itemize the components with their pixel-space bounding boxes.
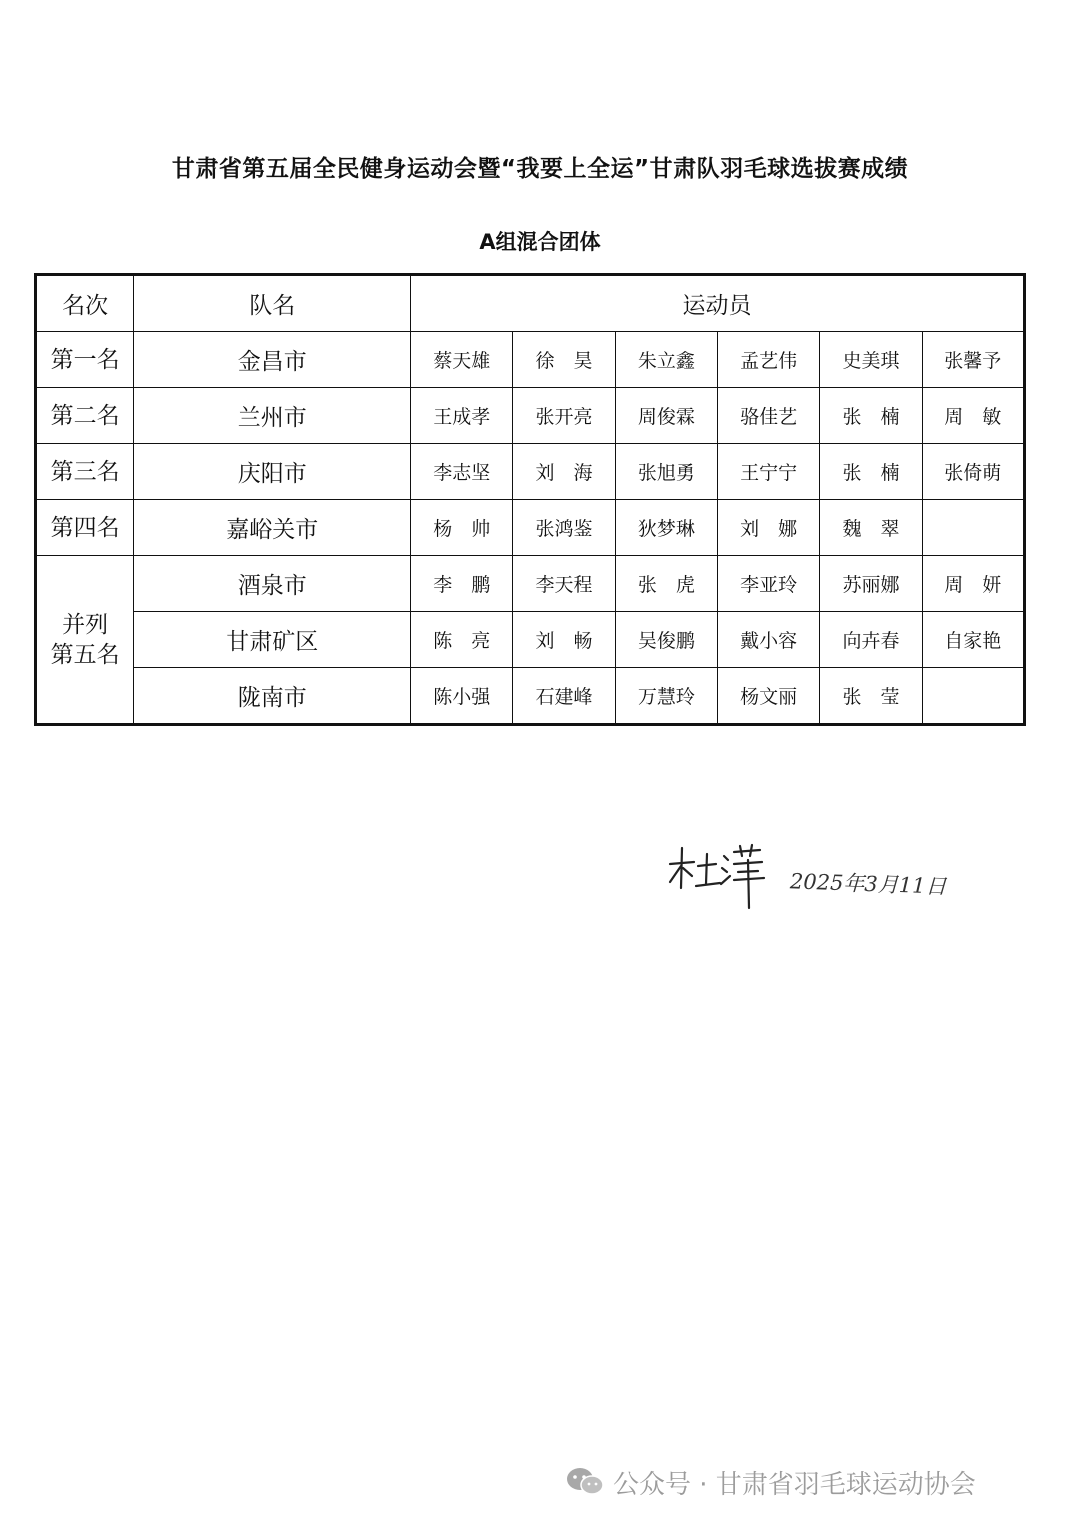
athlete-cell: 魏 翠 (820, 500, 922, 556)
athlete-cell: 张旭勇 (615, 444, 717, 500)
athlete-cell: 周 妍 (922, 556, 1024, 612)
rank-cell: 第一名 (36, 332, 134, 388)
athlete-cell: 自家艳 (922, 612, 1024, 668)
athlete-cell: 张 莹 (820, 668, 922, 725)
athlete-cell: 杨文丽 (718, 668, 820, 725)
team-cell: 甘肃矿区 (134, 612, 411, 668)
document-title: 甘肃省第五届全民健身运动会暨“我要上全运”甘肃队羽毛球选拔赛成绩 (171, 156, 909, 182)
watermark-text: 公众号 · 甘肃省羽毛球运动协会 (613, 1469, 976, 1500)
athlete-cell: 万慧玲 (615, 668, 717, 725)
athlete-cell: 张倚萌 (922, 444, 1024, 500)
athlete-cell: 骆佳艺 (718, 388, 820, 444)
athlete-cell: 张馨予 (922, 332, 1024, 388)
table-header-row (36, 275, 1025, 332)
athlete-cell: 周 敏 (922, 388, 1024, 444)
athlete-cell: 张开亮 (513, 388, 615, 444)
document-subtitle: A组混合团体 (479, 230, 601, 254)
wechat-icon (565, 1466, 605, 1498)
athlete-cell: 李亚玲 (718, 556, 820, 612)
athlete-cell: 史美琪 (820, 332, 922, 388)
handwritten-signature (664, 842, 774, 912)
athlete-cell: 刘 娜 (718, 500, 820, 556)
athlete-cell: 刘 畅 (513, 612, 615, 668)
team-cell: 金昌市 (134, 332, 411, 388)
athlete-cell: 李天程 (513, 556, 615, 612)
athlete-cell: 吴俊鹏 (615, 612, 717, 668)
team-cell: 嘉峪关市 (134, 500, 411, 556)
athlete-cell: 周俊霖 (615, 388, 717, 444)
athlete-cell (922, 668, 1024, 725)
header-team: 队名 (134, 275, 411, 332)
team-cell: 酒泉市 (134, 556, 411, 612)
signature-date: 2025年3月11日 (789, 869, 947, 899)
athlete-cell: 李志坚 (411, 444, 513, 500)
athlete-cell: 杨 帅 (411, 500, 513, 556)
team-cell: 庆阳市 (134, 444, 411, 500)
athlete-cell: 向卉春 (820, 612, 922, 668)
header-athletes: 运动员 (411, 275, 1025, 332)
athlete-cell: 王宁宁 (718, 444, 820, 500)
table-row (36, 332, 1025, 388)
rank-tied-line-2: 第五名 (50, 641, 120, 668)
table-row (36, 444, 1025, 500)
table-row (36, 500, 1025, 556)
watermark (565, 1460, 976, 1504)
team-cell: 陇南市 (134, 668, 411, 725)
athlete-cell: 石建峰 (513, 668, 615, 725)
results-table (34, 273, 1026, 726)
athlete-cell: 陈 亮 (411, 612, 513, 668)
table-row (36, 668, 1025, 725)
rank-cell: 第四名 (36, 500, 134, 556)
athlete-cell: 狄梦琳 (615, 500, 717, 556)
table-row (36, 612, 1025, 668)
athlete-cell: 戴小容 (718, 612, 820, 668)
athlete-cell: 李 鹏 (411, 556, 513, 612)
athlete-cell: 张 楠 (820, 388, 922, 444)
header-rank: 名次 (36, 275, 134, 332)
table-row (36, 556, 1025, 612)
rank-cell: 第三名 (36, 444, 134, 500)
athlete-cell (922, 500, 1024, 556)
table-row (36, 388, 1025, 444)
rank-cell-tied-fifth (36, 556, 134, 725)
team-cell: 兰州市 (134, 388, 411, 444)
athlete-cell: 张鸿鉴 (513, 500, 615, 556)
athlete-cell: 王成孝 (411, 388, 513, 444)
athlete-cell: 刘 海 (513, 444, 615, 500)
rank-tied-line-1: 并列 (62, 611, 109, 638)
rank-cell: 第二名 (36, 388, 134, 444)
athlete-cell: 朱立鑫 (615, 332, 717, 388)
athlete-cell: 蔡天雄 (411, 332, 513, 388)
athlete-cell: 陈小强 (411, 668, 513, 725)
athlete-cell: 徐 昊 (513, 332, 615, 388)
athlete-cell: 张 楠 (820, 444, 922, 500)
athlete-cell: 苏丽娜 (820, 556, 922, 612)
athlete-cell: 孟艺伟 (718, 332, 820, 388)
athlete-cell: 张 虎 (615, 556, 717, 612)
